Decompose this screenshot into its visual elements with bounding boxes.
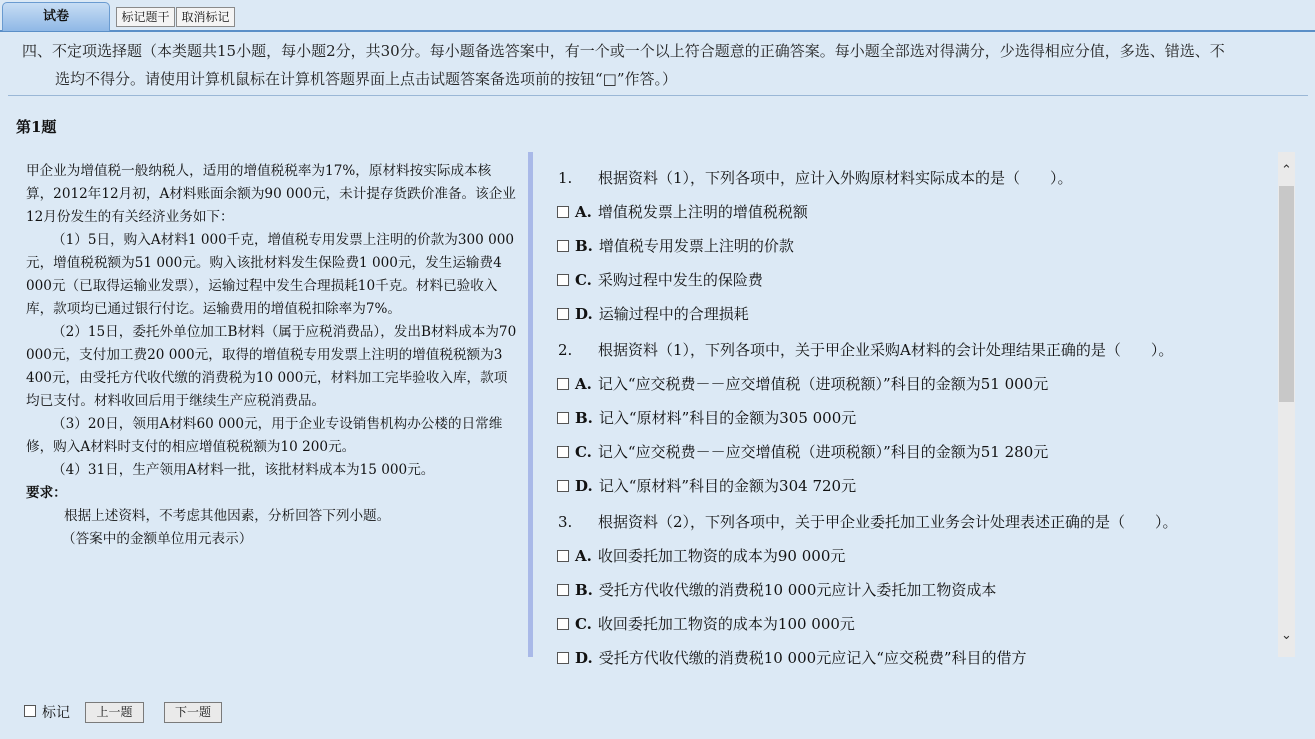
option-letter: A. [575, 547, 592, 565]
option-letter: B. [575, 581, 593, 599]
option-letter: C. [575, 443, 592, 461]
question-number: 3. [558, 513, 573, 531]
mark-question-button[interactable]: 标记题干 [116, 7, 175, 27]
option-checkbox[interactable] [557, 206, 569, 218]
next-question-button[interactable]: 下一题 [164, 702, 222, 723]
option-text: 采购过程中发生的保险费 [597, 271, 763, 289]
option-text: 收回委托加工物资的成本为100 000元 [597, 615, 855, 633]
option-checkbox[interactable] [557, 618, 569, 630]
option-letter: C. [575, 271, 592, 289]
question-number: 1. [558, 169, 573, 187]
option-checkbox[interactable] [557, 584, 569, 596]
instructions-line-2: 选均不得分。请使用计算机鼠标在计算机答题界面上点击试题答案备选项前的按钮“□”作答。） [55, 70, 678, 88]
option-text: 收回委托加工物资的成本为90 000元 [597, 547, 846, 565]
pane-divider[interactable] [528, 152, 533, 657]
question-stem [540, 168, 1073, 202]
option-checkbox[interactable] [557, 446, 569, 458]
mark-label: 标记 [42, 705, 70, 721]
tab-paper[interactable]: 试卷 [2, 2, 110, 31]
option-checkbox[interactable] [557, 240, 569, 252]
chevron-up-icon[interactable]: ⌃ [1281, 163, 1292, 178]
option-letter: B. [575, 237, 593, 255]
question-stem [540, 340, 1173, 374]
material-paragraph: （2）15日，委托外单位加工B材料（属于应税消费品），发出B材料成本为70 000元，支付加工费20 000元，取得的增值税专用发票上注明的增值税税额为3 400元，由受托方代收代缴的消费税为10 000元，材料加工完毕验收入库，款项均已支付。材料收回后用于继续生产应税消费品。 [26, 324, 517, 409]
option-checkbox[interactable] [557, 308, 569, 320]
option-row[interactable] [540, 408, 856, 442]
option-row[interactable] [540, 270, 763, 304]
question-text: 根据资料（2），下列各项中，关于甲企业委托加工业务会计处理表述正确的是（ ）。 [598, 513, 1178, 531]
option-checkbox[interactable] [557, 274, 569, 286]
option-letter: B. [575, 409, 593, 427]
question-text: 根据资料（1），下列各项中，关于甲企业采购A材料的会计处理结果正确的是（ ）。 [598, 341, 1174, 359]
option-letter: C. [575, 615, 592, 633]
top-toolbar [0, 0, 1315, 32]
option-checkbox[interactable] [557, 480, 569, 492]
material-paragraph: （3）20日，领用A材料60 000元，用于企业专设销售机构办公楼的日常维修，购入A材料时支付的相应增值税税额为10 200元。 [26, 416, 503, 455]
question-number: 2. [558, 341, 573, 359]
option-letter: A. [575, 375, 592, 393]
questions-pane [540, 152, 1275, 667]
option-row[interactable] [540, 374, 1048, 408]
chevron-down-icon[interactable]: ⌄ [1281, 628, 1292, 643]
prev-question-button[interactable]: 上一题 [85, 702, 144, 723]
option-row[interactable] [540, 476, 856, 510]
unmark-question-button[interactable]: 取消标记 [176, 7, 235, 27]
material-paragraph: （4）31日，生产领用A材料一批，该批材料成本为15 000元。 [52, 462, 435, 478]
option-row[interactable] [540, 614, 855, 648]
option-text: 记入“应交税费－－应交增值税（进项税额）”科目的金额为51 280元 [597, 443, 1049, 461]
question-title: 第1题 [16, 118, 57, 136]
question-text: 根据资料（1），下列各项中，应计入外购原材料实际成本的是（ ）。 [598, 169, 1073, 187]
option-row[interactable] [540, 546, 845, 580]
option-text: 记入“应交税费－－应交增值税（进项税额）”科目的金额为51 000元 [597, 375, 1049, 393]
option-row[interactable] [540, 648, 1027, 682]
option-checkbox[interactable] [557, 652, 569, 664]
question-stem [540, 512, 1178, 546]
material-paragraph: （答案中的金额单位用元表示） [62, 531, 253, 547]
bottom-bar [0, 690, 1315, 739]
material-paragraph: 根据上述资料，不考虑其他因素，分析回答下列小题。 [64, 508, 391, 524]
option-letter: D. [575, 305, 593, 323]
material-paragraph: 甲企业为增值税一般纳税人，适用的增值税税率为17%，原材料按实际成本核算，2012年12月初，A材料账面余额为90 000元，未计提存货跌价准备。该企业12月份发生的有关经济业务如下： [26, 163, 516, 225]
mark-checkbox[interactable] [24, 705, 36, 717]
option-letter: D. [575, 649, 593, 667]
option-text: 增值税发票上注明的增值税税额 [597, 203, 808, 221]
option-checkbox[interactable] [557, 412, 569, 424]
option-row[interactable] [540, 202, 808, 236]
scrollbar-thumb[interactable] [1279, 186, 1294, 402]
option-checkbox[interactable] [557, 550, 569, 562]
option-row[interactable] [540, 580, 996, 614]
option-letter: A. [575, 203, 592, 221]
option-row[interactable] [540, 304, 749, 338]
option-row[interactable] [540, 442, 1048, 476]
option-text: 受托方代收代缴的消费税10 000元应记入“应交税费”科目的借方 [598, 649, 1027, 667]
option-checkbox[interactable] [557, 378, 569, 390]
option-text: 受托方代收代缴的消费税10 000元应计入委托加工物资成本 [598, 581, 997, 599]
instructions-line-1: 四、不定项选择题（本类题共15小题，每小题2分，共30分。每小题备选答案中，有一个或一个以上符合题意的正确答案。每小题全部选对得满分，少选得相应分值，多选、错选、不 [22, 42, 1225, 60]
questions-scrollbar[interactable] [1278, 152, 1295, 657]
option-text: 运输过程中的合理损耗 [598, 305, 749, 323]
option-text: 增值税专用发票上注明的价款 [598, 237, 794, 255]
option-text: 记入“原材料”科目的金额为305 000元 [598, 409, 857, 427]
material-paragraph: （1）5日，购入A材料1 000千克，增值税专用发票上注明的价款为300 000元，增值税税额为51 000元。购入该批材料发生保险费1 000元，发生运输费4 000元（已取得运输业发票），运输过程中发生合理损耗10千克。材料已验收入库，款项均已通过银行付讫。运输费用的增值税扣除率为7%。 [26, 232, 515, 317]
case-material [26, 160, 518, 551]
option-text: 记入“原材料”科目的金额为304 720元 [598, 477, 857, 495]
divider [8, 95, 1308, 96]
requirements-heading: 要求： [26, 485, 67, 501]
option-letter: D. [575, 477, 593, 495]
option-row[interactable] [540, 236, 794, 270]
section-instructions [22, 37, 1302, 93]
